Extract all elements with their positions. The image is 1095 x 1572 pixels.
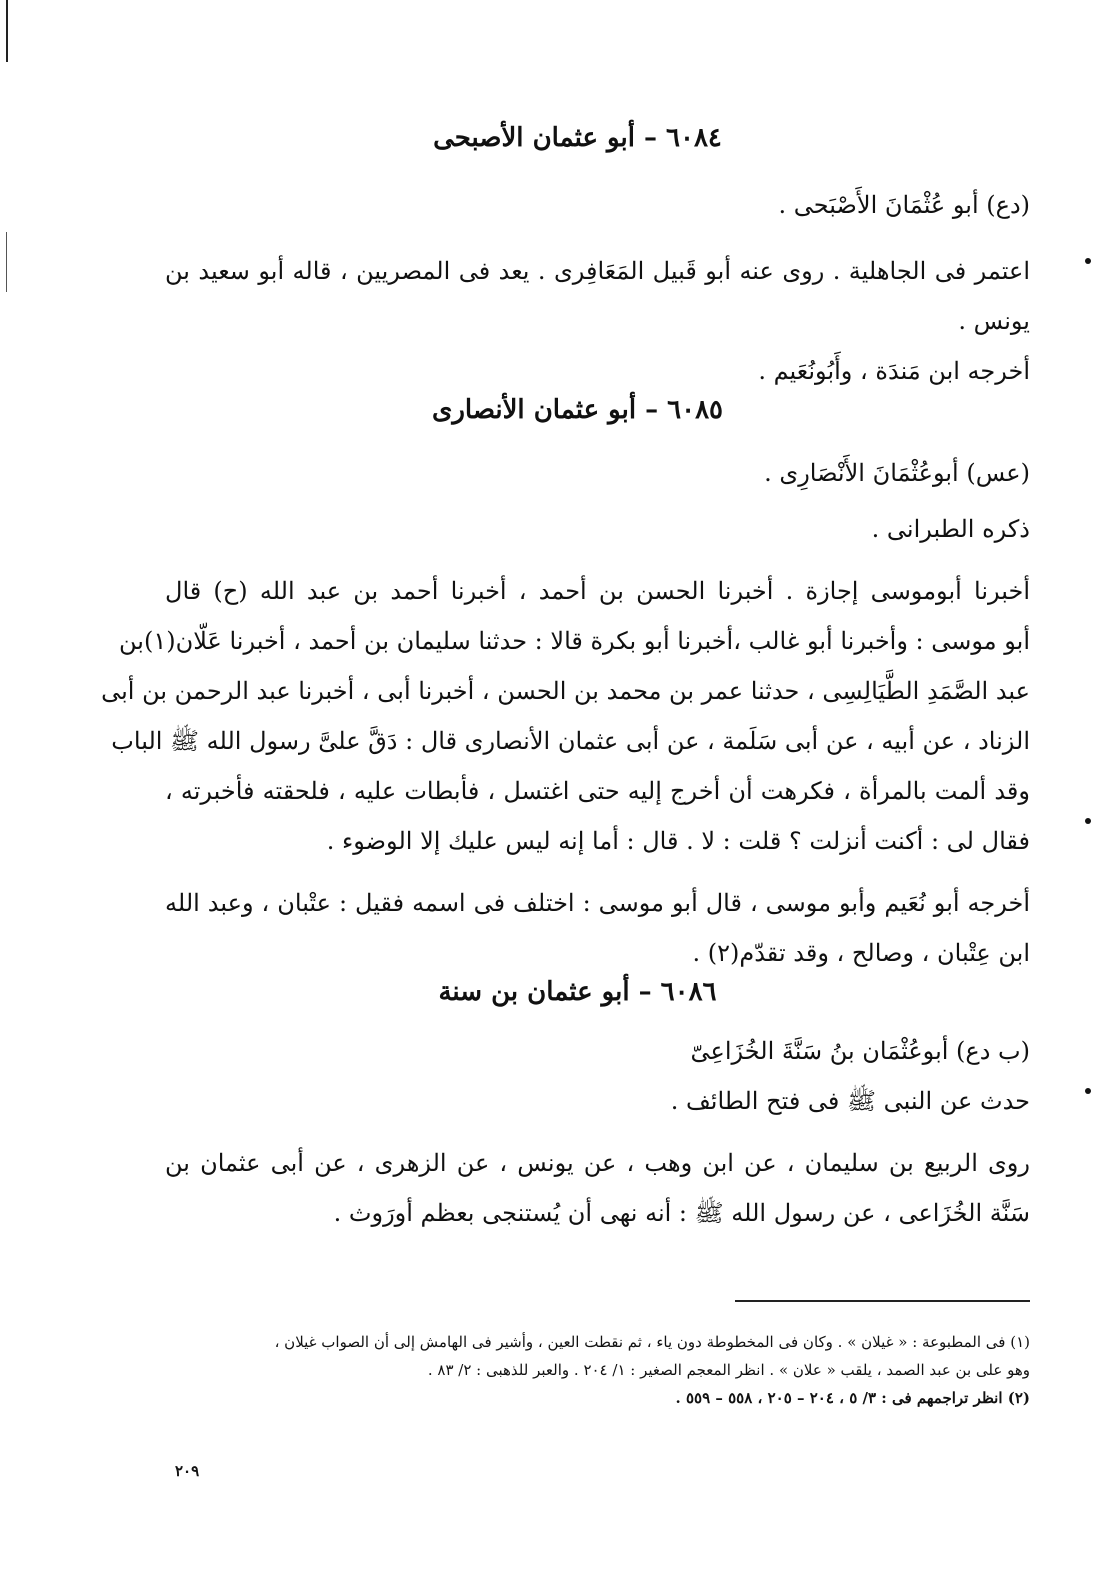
text-line: وقد ألمت بالمرأة ، فكرهت أن أخرج إليه حتى اغتسل ، فأبطات عليه ، فلحقته فأخبرته ، (165, 777, 1030, 805)
scan-speck (1085, 818, 1091, 824)
entry-heading: ٦٠٨٤ – أبو عثمان الأصبحى (433, 123, 722, 153)
text-line: يونس . (958, 307, 1030, 335)
text-line: روى الربيع بن سليمان ، عن ابن وهب ، عن يونس ، عن الزهرى ، عن أبى عثمان بن (165, 1149, 1030, 1177)
footnotes (165, 1328, 1030, 1412)
scan-edge-mark (6, 232, 7, 292)
text-line: ابن عِتْبان ، وصالح ، وقد تقدّم(٢) . (692, 939, 1030, 967)
page-number: ٢٠٩ (175, 1462, 200, 1480)
entry-intro: (عس) أبوعُثْمَانَ الأَنْصَارِى . (764, 459, 1030, 487)
footnote-line: وهو على بن عبد الصمد ، يلقب « علان » . انظر المعجم الصغير : ١/ ٢٠٤ . والعبر للذهبى : ٢/ ٨٣ . (427, 1361, 1030, 1379)
text-line: عبد الصَّمَدِ الطَّيَالِسِى ، حدثنا عمر بن محمد بن الحسن ، أخبرنا أبى ، أخبرنا عبد الرحمن بن أبى (101, 677, 1030, 705)
text-line: أخبرنا أبوموسى إجازة . أخبرنا الحسن بن أحمد ، أخبرنا أحمد بن عبد الله (ح) قال (165, 577, 1030, 605)
footnote-divider (735, 1300, 1030, 1302)
entry-intro: (دع) أبو عُثْمَانَ الأَصْبَحى . (778, 191, 1030, 219)
scan-speck (1085, 1088, 1091, 1094)
text-line: أخرجه أبو نُعَيم وأبو موسى ، قال أبو موسى : اختلف فى اسمه فقيل : عتْبان ، وعبد الله (165, 889, 1030, 917)
scan-speck (1085, 258, 1091, 264)
entry-source: أخرجه ابن مَندَة ، وأَبُونُعَيم . (758, 357, 1030, 385)
entry-heading: ٦٠٨٦ – أبو عثمان بن سنة (438, 977, 717, 1007)
text-line: فقال لى : أكنت أنزلت ؟ قلت : لا . قال : أما إنه ليس عليك إلا الوضوء . (326, 827, 1030, 855)
entry-mention: حدث عن النبى ﷺ فى فتح الطائف . (670, 1087, 1030, 1115)
text-line: سَنَّة الخُزَاعى ، عن رسول الله ﷺ : أنه نهى أن يُستنجى بعظم أورَوث . (333, 1199, 1030, 1227)
entry-heading: ٦٠٨٥ – أبو عثمان الأنصارى (431, 395, 724, 425)
text-line: اعتمر فى الجاهلية . روى عنه أبو قَبيل المَعَافِرى . يعد فى المصريين ، قاله أبو سعيد بن (165, 257, 1030, 285)
text-line: أبو موسى : وأخبرنا أبو غالب ،أخبرنا أبو بكرة قالا : حدثنا سليمان بن أحمد ، أخبرنا عَلّان(١)بن (119, 627, 1030, 655)
footnote-line: (٢) انظر تراجمهم فى : ٣/ ٥ ، ٢٠٤ – ٢٠٥ ، ٥٥٨ – ٥٥٩ . (675, 1389, 1030, 1407)
footnote-line: (١) فى المطبوعة : « غيلان » . وكان فى المخطوطة دون ياء ، ثم نقطت العين ، وأشير فى الهامش إلى أن الصواب غيلان ، (274, 1333, 1030, 1351)
entry-mention: ذكره الطبرانى . (871, 515, 1030, 543)
text-line: الزناد ، عن أبيه ، عن أبى سَلَمة ، عن أبى عثمان الأنصارى قال : دَقَّ علىَّ رسول الله ﷺ الباب (111, 727, 1030, 755)
scan-edge-mark (6, 0, 8, 62)
entry-intro: (ب دع) أبوعُثْمَان بنُ سَنَّةَ الخُزَاعِىّ (690, 1037, 1030, 1065)
main-text (101, 118, 1030, 1238)
